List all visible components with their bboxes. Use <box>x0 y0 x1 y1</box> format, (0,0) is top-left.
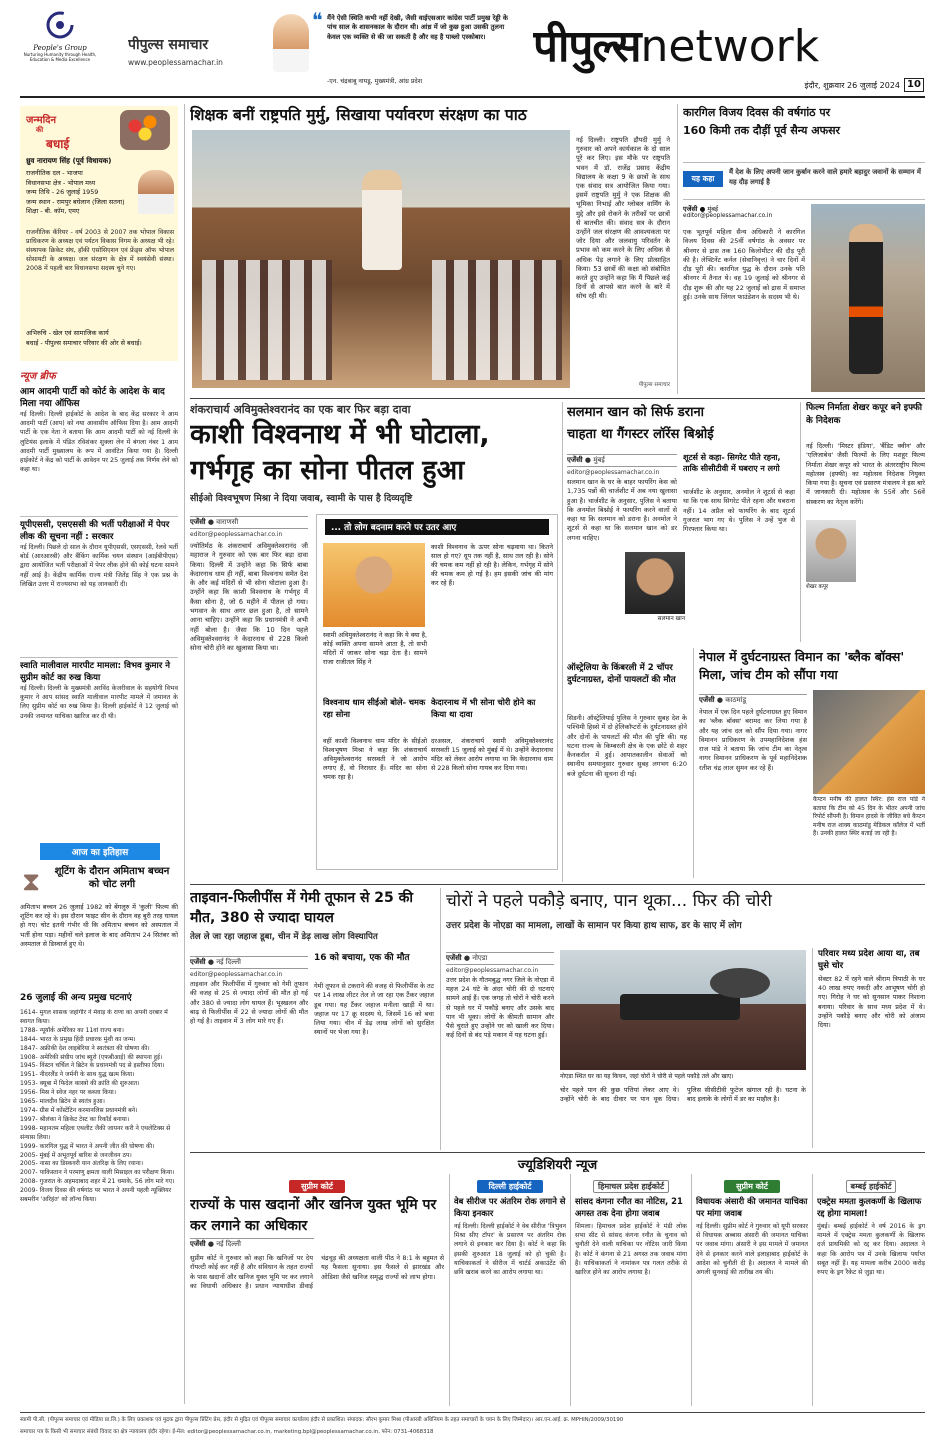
judiciary-col-body: नई दिल्ली। सुप्रीम कोर्ट ने गुरुवार को यूपी सरकार से विधायक अब्बास अंसारी की जमानत याचिका पर जवाब मांगा। अंसारी ने इस मामले में जमानत देने से इनकार करने वाले इलाहाबाद हाईकोर्ट के आदेश को चुनौती दी है। अदालत ने मामले की अगली सुनवाई की तारीख तय की। <box>696 1223 808 1277</box>
history-event: 1614- मुगल शासक जहांगीर ने मेवाड़ के राणा का अपनी दरबार में स्वागत किया। <box>20 1009 168 1025</box>
history-event: 1998- महानतम महिला एथलीट जैकी जायनर करी ने एथलेटिक्स से संन्यास लिया। <box>20 1124 171 1141</box>
birthday-interests: अभिरुचि - खेल एवं सामाजिक कार्य <box>26 329 109 337</box>
kashi-story <box>190 402 558 872</box>
history-event: 1953- क्यूबा में फिदेल कास्त्रो की क्रांति की शुरुआत। <box>20 1080 140 1088</box>
judiciary-main-headline: राज्यों के पास खदानों और खनिज युक्त भूमि पर कर लगाने का अधिकार <box>190 1197 437 1234</box>
history-event: 2005- मुंबई में अभूतपूर्व बारिश से जनजीवन ठप। <box>20 1151 132 1159</box>
judiciary-col-body: शिमला। हिमाचल प्रदेश हाईकोर्ट ने मंडी लोक सभा सीट से सांसद कंगना रनौत के चुनाव को चुनौती देने वाली याचिका पर नोटिस जारी किया है। कोर्ट ने कंगना से 21 अगस्त तक जवाब मांगा है। याचिकाकर्ता ने नामांकन पत्र गलत तरीके से खारिज होने का आरोप लगाया है। <box>575 1223 687 1277</box>
judiciary-col-headline: विधायक अंसारी की जमानत याचिका पर मांगा जवाब <box>696 1196 808 1218</box>
nepal-byline-text: एजेंसी ● काठमांडू <box>699 694 807 706</box>
typhoon-email: editor@peoplessamachar.co.in <box>190 971 283 978</box>
kargil-byline-text: एजेंसी ● मुंबई <box>683 205 719 213</box>
kashi-sidebar <box>316 514 558 870</box>
producer-body: नई दिल्ली। 'मिस्टर इंडिया', 'बैंडिट क्वीन' और 'एलिजाबेथ' जैसी फिल्मों के लिए मशहूर फिल्म निर्माता शेखर कपूर को भारत के अंतरराष्ट्रीय फिल्म महोत्सव (इफ्फी) का महोत्सव निदेशक नियुक्त किया गया है। सूचना एवं प्रसारण मंत्रालय ने इस बारे में जानकारी दी। महोत्सव के 55वें और 56वें संस्करण का नेतृत्व करेंगे। <box>806 442 925 506</box>
history-headline: शूटिंग के दौरान अमिताभ बच्चन को चोट लगी <box>54 866 170 890</box>
kashi-city: वाराणसी <box>216 518 239 526</box>
history-event: 1999- कारगिल युद्ध में भारत ने अपनी जीत की घोषणा की। <box>20 1142 155 1150</box>
news-brief-section <box>20 368 178 793</box>
theft-side-head: परिवार मध्य प्रदेश आया था, तब घुसे चोर <box>818 949 920 971</box>
judiciary-main-agency: एजेंसी <box>190 1240 206 1248</box>
brand-logo <box>533 14 913 76</box>
salman-quote-body: चार्जशीट के अनुसार, अनमोल ने शूटर्स से कहा था कि एक साथ सिगरेट पीते रहना और घबराना नहीं। 14 अप्रैल को फायरिंग के बाद शूटर्स गुजरात भाग गए थे। पुलिस ने उन्हें भुज से गिरफ्तार किया था। <box>683 488 795 534</box>
lead-right-divider <box>677 104 678 394</box>
history-event: 1844- भारत के प्रमुख हिंदी प्रचारक मुंशी का जन्म। <box>20 1035 136 1043</box>
australia-right-divider <box>693 648 694 878</box>
salman-story <box>567 402 795 660</box>
theft-body: उत्तर प्रदेश के गौतमबुद्ध नगर जिले के नोएडा में महज 24 घंटे के अंदर चोरी की दो घटनाएं सामने आई हैं। एक जगह तो चोरों ने चोरी करने से पहले घर में पकौड़े बनाए और उसके बाद पान भी थूका। लोगों के कीमती सामान और पैसे चुराते हुए उन्होंने घर को खाली कर दिया। कई दिनों से बंद पड़े मकान में यह घटना हुई। <box>446 976 554 1040</box>
kashi-byline-text: एजेंसी ● वाराणसी <box>190 516 308 529</box>
judiciary-column <box>454 1174 566 1410</box>
history-event: 2009- विजय दिवस की वर्षगांठ पर भारत ने अपनी पहली न्यूक्लियर सबमरीन 'अरिहंत' को लॉन्च किया। <box>20 1187 172 1204</box>
mid-divider <box>190 884 925 885</box>
peoples-group-logo <box>20 10 100 80</box>
kargil-body: एक भूतपूर्व महिला सैन्य अधिकारी ने कारगिल विजय दिवस की 25वीं वर्षगांठ के अवसर पर श्रीनगर से द्रास तक 160 किलोमीटर की दौड़ पूरी की है। लेफ्टिनेंट कर्नल (सेवानिवृत्त) ने चार दिनों में दौड़ पूरी की। कारगिल युद्ध के दौरान उनके पति श्रीनगर में तैनात थे। वह 19 जुलाई को श्रीनगर से दौड़ शुरू की और यह 22 जुलाई को द्रास में समाप्त हुई। उनके साथ जिंगल फाउंडेशन के सदस्य भी थे। <box>683 228 805 302</box>
masthead-divider <box>20 96 925 98</box>
nepal-agency: एजेंसी <box>699 696 715 704</box>
lead-photo-credit: पीपुल्स समाचार <box>638 382 670 388</box>
judiciary-column <box>696 1174 808 1410</box>
judiciary-col-body: नई दिल्ली। दिल्ली हाईकोर्ट ने वेब सीरीज 'त्रिभुवन मिश्रा सीए टॉपर' के प्रसारण पर अंतरिम रोक लगाने से इनकार कर दिया है। कोर्ट ने कहा कि इसकी शुरुआत 18 जुलाई को हो चुकी है। याचिकाकर्ता ने सीरीज में चार्टर्ड अकाउंटेंट की छवि खराब करने का आरोप लगाया था। <box>454 1223 566 1277</box>
pan-shape <box>710 968 770 998</box>
kitchen-photo <box>560 950 806 1070</box>
judiciary-col-label-wrap <box>454 1174 566 1193</box>
kashi-sidebar-head: ... तो लोग बदनाम करने पर उतर आए <box>325 519 549 535</box>
group-name: People's Group <box>33 44 87 52</box>
news-brief-item <box>20 657 178 782</box>
typhoon-story <box>190 888 434 1150</box>
australia-story <box>567 662 687 882</box>
birthday-title-line1: जन्मदिन <box>26 115 57 126</box>
history-event: 1997- श्रीलंका ने क्रिकेट टेस्ट का रिकॉर्ड बनाया। <box>20 1115 130 1123</box>
history-event: 2008- गुजरात के अहमदाबाद शहर में 21 धमाके, 56 लोग मारे गए। <box>20 1178 175 1186</box>
theft-byline <box>446 950 554 974</box>
australia-headline: ऑस्ट्रेलिया के किंबरली में 2 चॉपर दुर्घटनाग्रस्त, दोनों पायलटों की मौत <box>567 663 676 685</box>
quote-author: -एन. चंद्रबाबू नायडू, मुख्यमंत्री, आंध्र प्रदेश <box>327 78 423 85</box>
judiciary-main-divider <box>449 1174 450 1406</box>
judiciary-main-label: सुप्रीम कोर्ट <box>289 1180 345 1193</box>
masthead <box>0 0 945 100</box>
history-event: 1945- विंस्टन चर्चिल ने ब्रिटेन के प्रधानमंत्री पद से इस्तीफा दिया। <box>20 1062 165 1070</box>
kargil-email: editor@peoplessamachar.co.in <box>683 213 773 219</box>
typhoon-rescue-head: 16 को बचाया, एक की मौत <box>314 953 410 963</box>
lead-photo-classroom <box>192 130 570 388</box>
hourglass-icon: ⧗ <box>22 867 41 897</box>
news-brief-item <box>20 516 178 653</box>
kashi-email: editor@peoplessamachar.co.in <box>190 531 283 538</box>
judiciary-col-label-wrap <box>696 1174 808 1193</box>
news-brief-body: नई दिल्ली। दिल्ली के मुख्यमंत्री अरविंद केजरीवाल के सहयोगी विभव कुमार ने आप सांसद स्वाति मालीवाल मारपीट मामले में जमानत के लिए सुप्रीम कोर्ट का रुख किया है। दिल्ली हाईकोर्ट ने 12 जुलाई को उनकी जमानत याचिका खारिज कर दी थी। <box>20 685 178 720</box>
typhoon-subhead: तेल ले जा रहा जहाज डूबा, चीन में डेढ़ लाख लोग विस्थापित <box>190 932 378 942</box>
typhoon-headline: ताइवान-फिलीपींस में गेमी तूफान से 25 की मौत, 380 से ज्यादा घायल <box>190 890 414 926</box>
judiciary-col-label: बम्बई हाईकोर्ट <box>846 1180 897 1193</box>
birthday-detail-party: राजनीतिक दल - भाजपा <box>26 169 83 177</box>
history-event: 2005- नासा का डिस्कवरी यान अंतरिक्ष के लिए रवाना। <box>20 1160 144 1168</box>
judiciary-main-byline-text: एजेंसी ● नई दिल्ली <box>190 1238 314 1248</box>
birthday-body: राजनीतिक कॅरियर - वर्ष 2003 से 2007 तक भोपाल विकास प्राधिकरण के अध्यक्ष एवं पर्यटन विकास निगम के अध्यक्ष भी रहे। संस्थापक क्रिकेट संघ, हॉकी एसोसिएशन एवं फ्रेंड्स ऑफ भोपाल सोसायटी के अध्यक्ष। जल संरक्षण के क्षेत्र में स्वयंसेवी संस्था। 2008 में पहली बार विधानसभा सदस्य चुने गए। <box>26 229 174 273</box>
kargil-quote-label: यह कहा <box>683 171 723 187</box>
theft-agency: एजेंसी <box>446 954 462 962</box>
typhoon-byline-text: एजेंसी ● नई दिल्ली <box>190 956 308 969</box>
theft-email: editor@peoplessamachar.co.in <box>446 967 539 974</box>
history-event: 1908- अमेरिकी संघीय जांच ब्यूरो (एफबीआई) की स्थापना हुई। <box>20 1053 163 1061</box>
salman-headline-line1: सलमान खान को सिर्फ डराना <box>567 405 705 420</box>
salman-quote-head: शूटर्स से कहा- सिगरेट पीते रहना, ताकि सीसीटीवी में घबराए न लगो <box>683 453 781 473</box>
quote-mark-icon: ❝ <box>312 10 323 30</box>
kashi-headline-line2: गर्भगृह का सोना पीतल हुआ <box>190 455 465 486</box>
history-label: आज का इतिहास <box>40 843 160 860</box>
kargil-headline-line2: 160 किमी तक दौड़ीं पूर्व सैन्य अफसर <box>683 124 841 137</box>
kashi-body: ज्योतिर्मठ के शंकराचार्य अविमुक्तेश्वरानंद जी महाराज ने गुरुवार को एक बार फिर बड़ा दावा किया। दिल्ली में उन्होंने कहा कि सिर्फ बाबा केदारनाथ धाम ही नहीं, बाबा विश्वनाथ समेत देश के और कई मंदिरों से भी सोना घोटाला हुआ है। उन्होंने कहा कि काशी विश्वनाथ के गर्भगृह में कैसा सोना है, जो 6 महीने में पीतल हो गया। भगवान के साथ अगर छल हुआ है, तो सामने आना चाहिए। उन्होंने कहा कि प्रधानमंत्री ने अभी नहीं बोला है। जैसा कि 10 दिन पहले अविमुक्तेश्वरानंद ने केदारनाथ से 228 किलो सोना चोरी होने का खुलासा किया था। <box>190 542 308 653</box>
birthday-title <box>26 112 106 152</box>
paper-name: पीपुल्स समाचार <box>128 37 209 53</box>
theft-city: नोएडा <box>472 954 488 962</box>
judiciary-banner-text: ज्यूडिशियरी न्यूज <box>517 1158 598 1172</box>
birthday-details <box>26 169 136 219</box>
theft-headline: चोरों ने पहले पकौड़े बनाए, पान थूका... फिर की चोरी <box>446 891 772 911</box>
kashi-subhead: सीईओ विश्वभूषण मिश्रा ने दिया जवाब, स्वामी के पास है दिव्यदृष्टि <box>190 493 413 504</box>
news-brief-body: नई दिल्ली। दिल्ली हाईकोर्ट के आदेश के बाद केंद्र सरकार ने आम आदमी पार्टी (आप) को नया आवासीय ऑफिस दिया है। आम आदमी पार्टी के एक नेता ने बताया कि आम आदमी पार्टी को नई दिल्ली के लुटियंस इलाके में पंडित रविशंकर शुक्ला लेन में बंगला नंबर 1 आम आदमी पार्टी मुख्यालय के रूप में आवंटित किया गया है। दिल्ली हाईकोर्ट ने केंद्र को पार्टी के आवेदन पर 25 जुलाई तक निर्णय लेने को कहा था। <box>20 411 178 474</box>
kashi-ceo-head: विश्वनाथ धाम सीईओ बोले- चमक रहा सोना <box>323 697 426 719</box>
judiciary-column <box>817 1174 925 1410</box>
salman-email: editor@peoplessamachar.co.in <box>567 469 660 476</box>
kashi-agency: एजेंसी <box>190 518 206 526</box>
news-brief-body: नई दिल्ली। पिछले दो साल के दौरान यूपीएससी, एसएससी, रेलवे भर्ती बोर्ड (आरआरबी) और बैंकिंग कार्मिक चयन संस्थान (आईबीपीएस) द्वारा आयोजित भर्ती परीक्षाओं में पेपर लीक होने की कोई घटना सामने नहीं आई है। केंद्रीय कार्मिक राज्य मंत्री जितेंद्र सिंह ने एक प्रश्न के लिखित उत्तर में राज्यसभा को यह जानकारी दी। <box>20 544 178 588</box>
nepal-story <box>699 648 925 880</box>
kashi-kicker: शंकराचार्य अविमुक्तेश्वरानंद का एक बार फिर बड़ा दावा <box>190 403 411 416</box>
judiciary-column <box>575 1174 687 1410</box>
theft-byline-text: एजेंसी ● नोएडा <box>446 952 554 965</box>
kashi-headline-line1: काशी विश्वनाथ में भी घोटाला, <box>190 419 490 450</box>
history-event: 1965- मालदीव ब्रिटेन से स्वतंत्र हुआ। <box>20 1098 105 1106</box>
history-event: 1788- न्यूयॉर्क अमेरिका का 11वां राज्य बना। <box>20 1026 124 1034</box>
photo-students-left <box>202 260 332 380</box>
birthday-greeting: बधाई - पीपुल्स समाचार परिवार की ओर से बधाई। <box>26 339 142 347</box>
nepal-photo-caption: कैप्टन मनीष की हालत स्थिर: हंस राज पांडे ने बताया कि टीम को 45 दिन के भीतर अपनी जांच रिपोर्ट सौंपनी है। विमान हादसे के जीवित बचे कैप्टन मनीष राज शाक्य काठमांडू मेडिकल कॉलेज में भर्ती हैं। उनकी हालत स्थिर बताई जा रही है। <box>813 796 925 838</box>
typhoon-byline <box>190 954 308 978</box>
nepal-byline <box>699 692 807 706</box>
history-event: 1847- अफ्रीकी देश लाइबेरिया ने स्वतंत्रता की घोषणा की। <box>20 1044 150 1052</box>
birthday-person-name: ध्रुव नारायण सिंह (पूर्व विधायक) <box>26 156 112 165</box>
australia-body: सिडनी। ऑस्ट्रेलियाई पुलिस ने गुरुवार सुबह देश के पश्चिमी हिस्से में दो हेलिकॉप्टरों के दुर्घटनाग्रस्त होने और दोनों के पायलटों की मौत की पुष्टि की। यह घटना राज्य के किम्बरली क्षेत्र के एक छोटे से शहर कैनकरॉल में हुई। आपातकालीन सेवाओं को स्थानीय समयानुसार गुरुवार सुबह लगभग 6:20 बजे दुर्घटना की सूचना दी गई। <box>567 714 687 778</box>
naidu-portrait <box>273 14 309 72</box>
judiciary-main-byline <box>190 1236 314 1248</box>
photo-president-figure <box>362 170 402 270</box>
judiciary-col-label-wrap <box>817 1174 925 1193</box>
news-brief-headline: आम आदमी पार्टी को कोर्ट के आदेश के बाद मिला नया ऑफिस <box>20 387 165 409</box>
footer-contact: समाचार पत्र के किसी भी समाचार संबंधी विवाद का क्षेत्र न्यायालय इंदौर रहेगा। ई-मेल: editor@peoplessamachar.co.in, marketing.bpl@peoplessamachar.co.in, फोन: 0731-4068318 <box>20 1429 434 1435</box>
history-event: 1956- मिस्र ने स्वेज नहर पर कब्जा किया। <box>20 1089 117 1097</box>
dateline: इंदौर, शुक्रवार 26 जुलाई 2024 <box>804 81 900 90</box>
birthday-detail-birthplace: जन्म स्थान - रामपुर बघेलान (जिला सतना) <box>26 197 125 206</box>
typhoon-agency: एजेंसी <box>190 958 206 966</box>
theft-story <box>446 888 925 1150</box>
news-brief-headline: यूपीएससी, एसएससी की भर्ती परीक्षाओं में पेपर लीक की सूचना नहीं : सरकार <box>20 520 170 542</box>
judiciary-col-label: हिमाचल प्रदेश हाईकोर्ट <box>593 1180 669 1193</box>
judiciary-main-body: सुप्रीम कोर्ट ने गुरुवार को कहा कि खनिजों पर देय रॉयल्टी कोई कर नहीं है और संविधान के तहत राज्यों के पास खदानों और खनिज युक्त भूमि पर कर लगाने का विधायी अधिकार है। प्रधान न्यायाधीश डीवाई चंद्रचूड़ की अध्यक्षता वाली पीठ ने 8:1 के बहुमत से यह फैसला सुनाया। इस फैसले से झारखंड और ओडिशा जैसे खनिज समृद्ध राज्यों को लाभ होगा। <box>190 1254 444 1291</box>
theft-subhead: उत्तर प्रदेश के नोएडा का मामला, लाखों के सामान पर किया हाथ साफ, डर के साए में लोग <box>446 921 742 931</box>
photo-students-right <box>432 260 562 380</box>
kashi-kedar-body: दरअसल, शंकराचार्य स्वामी अविमुक्तेश्वरानंद सरस्वती 15 जुलाई को मुंबई में थे। उन्होंने केदारनाथ मंदिर को लेकर आरोप लगाया था कि केदारनाथ धाम से 228 किलो सोना गायब कर दिया गया। <box>431 737 553 772</box>
brand-hindi: पीपुल्स <box>533 21 641 72</box>
salman-byline <box>567 452 677 476</box>
judiciary-main <box>190 1174 444 1410</box>
salman-byline-text: एजेंसी ● मुंबई <box>567 454 677 467</box>
birthday-title-line2: बधाई <box>46 137 70 151</box>
kashi-ceo-body: वहीं काशी विश्वनाथ धाम मंदिर के सीईओ विश्वभूषण मिश्रा ने कहा कि शंकराचार्य अविमुक्तेश्वरानंद सरस्वती ने जो आरोप लगाए हैं, वो निराधार हैं। मंदिर का सोना चमक रहा है। <box>323 737 427 781</box>
black-box-photo <box>813 690 925 794</box>
salman-agency: एजेंसी <box>567 456 583 464</box>
masthead-quote: मैंने ऐसी स्थिति कभी नहीं देखी, जैसी वाईएसआर कांग्रेस पार्टी प्रमुख रेड्डी के पांच साल के शासनकाल के दौरान थी। आंध्र में जो कुछ हुआ उसकी तुलना केवल एक व्यक्ति से की जा सकती है और वह है पाब्लो एस्कोबार। <box>327 14 508 41</box>
history-event: 2007- पाकिस्तान ने परमाणु क्षमता वाली मिसाइल का परीक्षण किया। <box>20 1169 175 1177</box>
kashi-kedar-head: केदारनाथ में भी सोना चोरी होने का किया था दावा <box>431 697 536 719</box>
kargil-quote: मैं देश के लिए अपनी जान कुर्बान करने वाले हमारे बहादुर जवानों के सम्मान में यह दौड़ लगाई है <box>729 168 921 186</box>
news-brief-headline: स्वाति मालीवाल मारपीट मामला: विभव कुमार ने सुप्रीम कोर्ट का रुख किया <box>20 661 171 683</box>
typhoon-body: ताइवान और फिलीपींस में गुरुवार को गेमी तूफान की वजह से 25 से ज्यादा लोगों की मौत हो गई और 380 से ज्यादा लोग घायल हैं। भूस्खलन और बाढ़ से फिलीपींस में 22 से ज्यादा लोगों की मौत हो गई है। ताइवान में 3 लोग मारे गए हैं। <box>190 980 308 1026</box>
brand-english: network <box>640 21 820 72</box>
nepal-body: नेपाल में एक दिन पहले दुर्घटनाग्रस्त हुए विमान का 'ब्लैक बॉक्स' बरामद कर लिया गया है और यह जांच दल को सौंप दिया गया। नागर विमानन प्राधिकरण के उपमहानिदेशक हंस राज पांडे ने बताया कि जांच टीम का नेतृत्व नागर विमानन प्राधिकरण के पूर्व महानिदेशक रतीश चंद्र लाल सुमन कर रहे हैं। <box>699 708 807 772</box>
lead-headline: शिक्षक बनीं राष्ट्रपति मुर्मु, सिखाया पर्यावरण संरक्षण का पाठ <box>190 106 527 124</box>
birthday-detail-dob: जन्म तिथि - 26 जुलाई 1959 <box>26 188 99 196</box>
kashi-right-divider <box>562 402 563 882</box>
news-brief-label: न्यूज ब्रीफ <box>20 371 56 382</box>
kitchen-caption: नोएडा स्थित घर का यह किचन, जहां चोरों ने चोरी से पहले पकौड़े तले और खाए। <box>560 1073 734 1080</box>
kashi-sidebar-body: काशी विश्वनाथ के ऊपर सोना चढ़वाया था। कितने साल हो गए? धूप तक नहीं है, साथ तल रही है। सोने की चमक कम नहीं हो रही है। लेकिन, गर्भगृह में सोने की चमक कम हो गई है। हम इसकी जांच की मांग कर रहे हैं। <box>431 543 553 587</box>
birthday-box <box>20 106 178 361</box>
theft-side-box <box>812 948 925 1148</box>
kargil-agency: एजेंसी <box>683 205 698 213</box>
judiciary-col-label: दिल्ली हाईकोर्ट <box>477 1180 544 1193</box>
producer-story <box>806 402 925 642</box>
footer-imprint: स्वामी पी.सी. (पीपुल्स समाचार एवं मीडिया प्रा.लि.) के लिए प्रकाशक एवं मुद्रक द्वारा पीपुल्स प्रिंटिंग प्रेस, इंदौर से मुद्रित एवं पीपुल्स समाचार कार्यालय इंदौर से प्रकाशित। संपादक: सौरभ कुमार मिश्रा (पीआरबी अधिनियम के तहत समाचारों के चयन के लिए जिम्मेदार)। आर.एन.आई. क्र. MPHIN/2009/30190 <box>20 1417 624 1423</box>
judiciary-divider <box>190 1152 925 1153</box>
nepal-headline: नेपाल में दुर्घटनाग्रस्त विमान का 'ब्लैक बॉक्स' मिला, जांच टीम को सौंपा गया <box>699 649 905 682</box>
judiciary-col-body: मुंबई। बम्बई हाईकोर्ट ने वर्ष 2016 के ड्रग मामले में एक्ट्रेस ममता कुलकर्णी के खिलाफ दर्ज प्राथमिकी को रद्द कर दिया। अदालत ने कहा कि आरोप पत्र में उनके खिलाफ पर्याप्त सबूत नहीं हैं। यह मामला करीब 2000 करोड़ रुपए के ड्रग रैकेट से जुड़ा था। <box>817 1223 925 1277</box>
lead-body: नई दिल्ली। राष्ट्रपति द्रौपदी मुर्मु ने गुरुवार को अपने कार्यकाल के दो साल पूरे कर लिए। इस मौके पर राष्ट्रपति भवन में डॉ. राजेंद्र प्रसाद केंद्रीय विद्यालय के कक्षा 9 के छात्रों के साथ एक संवाद सत्र आयोजित किया गया। इसमें राष्ट्रपति मुर्मु ने एक शिक्षक की भूमिका निभाई और ग्लोबल वार्मिंग के मुद्दे और इसे रोकने के तरीकों पर छात्रों से बातचीत की। संवाद सत्र के दौरान उन्होंने जल संरक्षण की आवश्यकता पर जोर दिया और जलवायु परिवर्तन के प्रभाव को कम करने के लिए अधिक से अधिक पेड़ लगाने के लिए प्रोत्साहित किया। 53 छात्रों की कक्षा को संबोधित करते हुए उन्होंने कहा कि मैं पिछले कई दिनों से आपसे बात करने के बारे में सोच रही थी। <box>576 136 670 301</box>
birthday-portrait <box>138 170 174 214</box>
birthday-detail-constituency: विधानसभा क्षेत्र - भोपाल मध्य <box>26 178 96 187</box>
kargil-byline <box>683 204 803 226</box>
runner-figure <box>849 224 883 374</box>
salman-right-divider <box>800 402 801 642</box>
birthday-title-mid: की <box>36 126 44 134</box>
history-events <box>20 1009 178 1404</box>
history-list-title: 26 जुलाई की अन्य प्रमुख घटनाएं <box>20 993 132 1003</box>
salman-city: मुंबई <box>593 456 605 464</box>
typhoon-rescue-body: गेमी तूफान से टकराने की वजह से फिलीपींस के तट पर 14 लाख लीटर तेल ले जा रहा एक टैंकर जहाज डूब गया। यह टैंकर जहाज मनीला खाड़ी में था। जहाज पर 17 क्रू सदस्य थे, जिसमें 16 को बचा लिया गया। चीन में डेढ़ लाख लोगों को सुरक्षित स्थानों पर भेजा गया है। <box>314 982 434 1037</box>
birthday-detail-education: शिक्षा - बी. कॉम, एमए <box>26 207 80 215</box>
history-event: 1951- नीदरलैंड ने जर्मनी के साथ युद्ध खत्म किया। <box>20 1071 135 1079</box>
judiciary-col-label-wrap <box>575 1174 687 1193</box>
typhoon-right-divider <box>440 888 441 1150</box>
judiciary-col-headline: वेब सीरीज पर अंतरिम रोक लगाने से किया इनकार <box>454 1196 566 1218</box>
kargil-story <box>683 104 925 394</box>
kashi-sidebar-quote: स्वामी अविमुक्तेश्वरानंद ने कहा कि ये क्या है, कोई व्यक्ति अपना सामने आता है, तो सभी मंदिरों में जाकर सोना चढ़ा देता है। सामने राजा राजीतल सिंह ने <box>323 631 427 666</box>
judiciary-col-divider <box>691 1174 692 1406</box>
history-event: 1974- ग्रीस में कोंस्टेंटिन करमानलिस प्रधानमंत्री बने। <box>20 1106 138 1114</box>
kargil-quote-box <box>683 162 925 200</box>
typhoon-city: नई दिल्ली <box>216 958 241 966</box>
kargil-headline-line1: कारगिल विजय दिवस की वर्षगांठ पर <box>683 106 831 119</box>
shankaracharya-photo <box>323 543 425 627</box>
page-number: 10 <box>904 78 924 92</box>
salman-headline-line2: चाहता था गैंगस्टर लॉरेंस बिश्नोई <box>567 427 714 442</box>
judiciary-col-headline: सांसद कंगना रनौत का नोटिस, 21 अगस्त तक देना होगा जवाब <box>575 1196 683 1218</box>
theft-body-2: चोर पहले पान की कुछ पत्तियां लेकर आए थे। उन्होंने चोरी के बाद दीवार पर पान थूक दिया। पुलिस सीसीटीवी फुटेज खंगाल रही है। घटना के बाद इलाके के लोगों में डर का माहौल है। <box>560 1086 806 1104</box>
lead-bottom-divider <box>190 398 925 399</box>
producer-caption: शेखर कपूर <box>806 584 829 590</box>
judiciary-main-city: नई दिल्ली <box>216 1240 241 1248</box>
judiciary-main-label-wrap <box>190 1174 444 1193</box>
salman-body: सलमान खान के घर के बाहर फायरिंग केस को 1,735 पन्नों की चार्जशीट में अब नया खुलासा हुआ है। चार्जशीट के अनुसार, पुलिस ने बताया कि अनमोल बिश्नोई ने फायरिंग करने वालों से कहा था कि सलमान को डराना है। अनमोल ने शूटर्स से कहा था कि सलमान खान को डर लगना चाहिए। <box>567 478 677 542</box>
theft-side-body: सेक्टर 82 में रहने वाले श्रीराम त्रिपाठी के घर 40 लाख रुपए नकदी और आभूषण चोरी हो गए। गिरोह ने घर को सुनसान पाकर निशाना बनाया। परिवार के साथ मध्य प्रदेश में थे। उन्होंने पकौड़े बनाए और चोरी को अंजाम दिया। <box>818 975 925 1030</box>
history-section <box>20 843 178 1405</box>
shekhar-kapur-photo <box>806 520 856 582</box>
flower-bouquet-icon <box>120 110 170 150</box>
website-link[interactable]: www.peoplessamachar.in <box>128 58 223 67</box>
peoples-group-emblem-icon <box>45 10 75 40</box>
judiciary-col-headline: एक्ट्रेस ममता कुलकर्णी के खिलाफ रद्द होगा मामला! <box>817 1196 922 1218</box>
left-column-divider <box>184 104 185 1404</box>
kargil-city: मुंबई <box>707 205 719 213</box>
kashi-byline <box>190 514 308 540</box>
footer-divider <box>20 1412 925 1413</box>
nepal-city: काठमांडू <box>725 696 747 704</box>
judiciary-col-divider <box>570 1174 571 1406</box>
kargil-runner-photo <box>811 204 925 392</box>
group-tagline: Nurturing Humanity through Health, Education & Media Excellence <box>23 52 97 62</box>
salman-photo <box>625 552 685 614</box>
judiciary-col-label: सुप्रीम कोर्ट <box>724 1180 780 1193</box>
judiciary-col-divider <box>812 1174 813 1406</box>
history-body: अमिताभ बच्चन 26 जुलाई 1982 को बेंगलुरु में 'कुली' फिल्म की शूटिंग कर रहे थे। इस दौरान फाइट सीन के दौरान वह बुरी तरह घायल हो गए। चोट इतनी गंभीर थी कि अमिताभ बच्चन को अस्पताल में भर्ती होना पड़ा। महीनों चले इलाज के बाद अमिताभ 24 सितंबर को अस्पताल से डिस्चार्ज हुए थे। <box>20 903 178 948</box>
salman-photo-caption: सलमान खान <box>657 616 685 622</box>
producer-headline: फिल्म निर्माता शेखर कपूर बने इफ्फी के निदेशक <box>806 403 923 426</box>
judiciary-banner <box>190 1154 925 1172</box>
stove-shape <box>620 994 740 1020</box>
news-brief-item <box>20 386 178 512</box>
lead-story <box>190 104 670 394</box>
